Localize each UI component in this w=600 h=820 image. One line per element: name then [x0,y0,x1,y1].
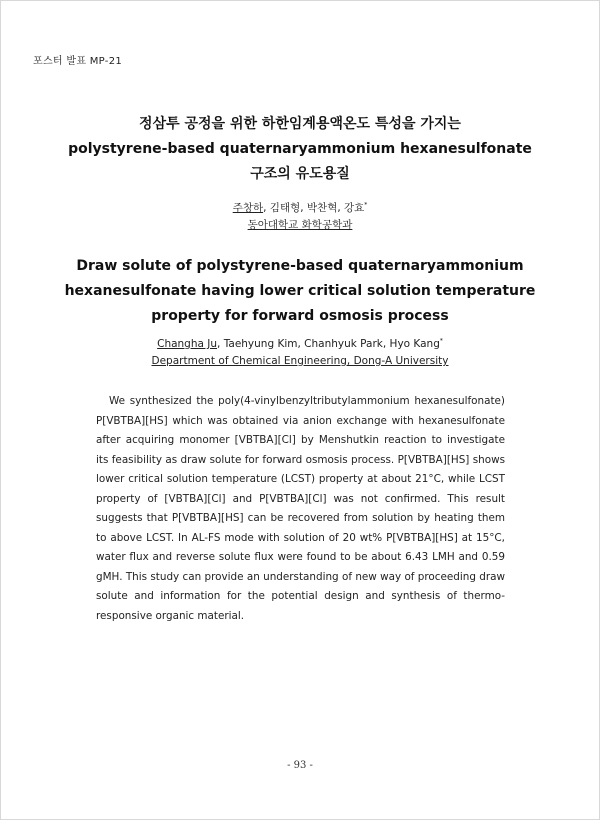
session-label: 포스터 발표 MP-21 [33,56,123,67]
korean-author-list [0,200,600,217]
english-title-line: Draw solute of polystyrene-based quaternaryammonium [76,258,524,274]
english-author-block [0,336,600,370]
korean-coauthors: , 김태형, 박찬혁, 강효 [263,202,365,214]
korean-title-line: polystyrene-based quaternaryammonium hexanesulfonate [68,141,532,157]
korean-title-line: 정삼투 공정을 위한 하한임계용액온도 특성을 가지는 [139,116,461,132]
page-number: - 93 - [287,760,313,771]
abstract-text: We synthesized the poly(4-vinylbenzyltributylammonium hexanesulfonate) P[VBTBA][HS] which was obtained via anion exchange with hexanesulfonate after acquiring monomer [VBTBA][Cl] by Menshutkin reaction to investigate its feasibility as draw solute for forward osmosis process. P[VBTBA][HS] shows lower critical solution temperature (LCST) property at about 21°C, while LCST property of [VBTBA][Cl] and P[VBTBA][Cl] was not confirmed. This result suggests that P[VBTBA][HS] can be recovered from solution by heating them to above LCST. In AL-FS mode with solution of 20 wt% P[VBTBA][HS] at 15°C, water flux and reverse solute flux were found to be about 6.43 LMH and 0.59 gMH. This study can provide an understanding of new way of proceeding draw solute and information for the potential design and synthesis of thermo-responsive organic material. [96,395,505,622]
korean-title-line: 구조의 유도용질 [250,166,350,182]
english-title [0,254,600,329]
korean-first-author: 주창하 [232,202,264,214]
korean-title [0,112,600,187]
korean-affiliation: 동아대학교 화학공학과 [247,219,353,231]
english-coauthors: , Taehyung Kim, Chanhyuk Park, Hyo Kang [217,338,440,350]
english-title-line: hexanesulfonate having lower critical solution temperature [64,283,536,299]
english-affiliation: Department of Chemical Engineering, Dong-A University [151,355,449,367]
english-title-line: property for forward osmosis process [151,308,449,324]
english-first-author: Changha Ju [157,338,218,350]
korean-author-block [0,200,600,234]
english-author-list [0,336,600,353]
corresponding-author-mark: * [439,337,443,345]
corresponding-author-mark: * [364,201,368,209]
